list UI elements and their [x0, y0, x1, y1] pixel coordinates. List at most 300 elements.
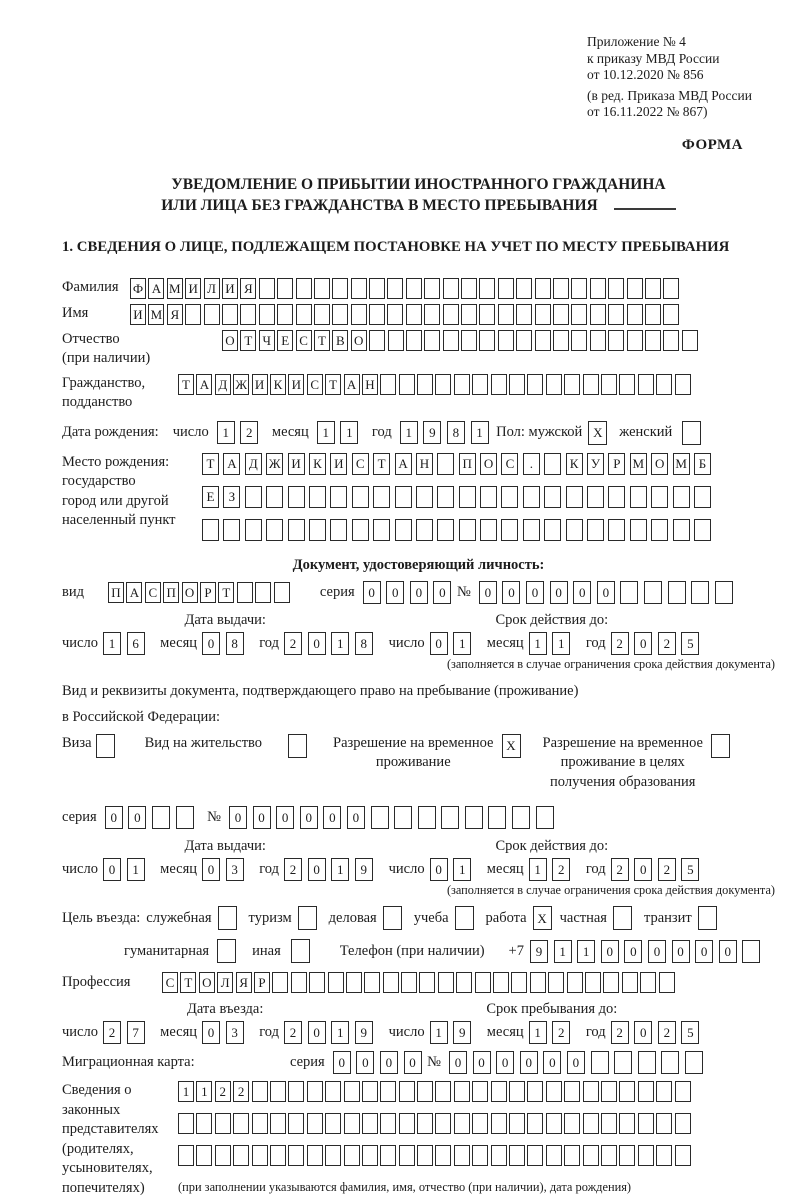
char-box[interactable] — [369, 304, 385, 325]
char-box[interactable]: С — [307, 374, 323, 395]
char-box[interactable] — [571, 330, 587, 351]
char-box[interactable]: 1 — [430, 1021, 448, 1044]
char-box[interactable]: 0 — [502, 581, 520, 604]
char-box[interactable] — [380, 374, 396, 395]
char-box[interactable] — [535, 330, 551, 351]
char-box[interactable]: Р — [254, 972, 270, 993]
char-box[interactable] — [619, 1081, 635, 1102]
char-box[interactable] — [583, 1081, 599, 1102]
char-box[interactable]: И — [222, 278, 238, 299]
char-box[interactable] — [288, 1145, 304, 1166]
char-box[interactable]: 0 — [202, 858, 220, 881]
char-box[interactable] — [638, 1145, 654, 1166]
char-box[interactable] — [465, 806, 483, 829]
char-box[interactable] — [369, 278, 385, 299]
char-box[interactable]: А — [148, 278, 164, 299]
char-box[interactable]: А — [395, 453, 412, 475]
char-box[interactable]: С — [501, 453, 518, 475]
char-box[interactable] — [516, 278, 532, 299]
char-box[interactable] — [523, 519, 540, 541]
char-box[interactable] — [196, 1113, 212, 1134]
char-box[interactable]: 1 — [331, 1021, 349, 1044]
char-box[interactable] — [399, 1113, 415, 1134]
char-box[interactable] — [527, 374, 543, 395]
char-box[interactable] — [682, 330, 698, 351]
char-box[interactable]: О — [199, 972, 215, 993]
char-box[interactable] — [564, 1081, 580, 1102]
char-box[interactable]: 1 — [331, 632, 349, 655]
char-box[interactable] — [472, 374, 488, 395]
char-box[interactable] — [270, 1145, 286, 1166]
char-box[interactable]: М — [167, 278, 183, 299]
char-box[interactable] — [380, 1081, 396, 1102]
char-box[interactable] — [620, 581, 638, 604]
char-box[interactable] — [204, 304, 220, 325]
char-box[interactable] — [416, 519, 433, 541]
char-box[interactable] — [346, 972, 362, 993]
char-box[interactable] — [291, 972, 307, 993]
char-box[interactable]: У — [587, 453, 604, 475]
char-box[interactable]: С — [162, 972, 178, 993]
char-box[interactable] — [608, 519, 625, 541]
char-box[interactable] — [373, 519, 390, 541]
char-box[interactable] — [564, 1113, 580, 1134]
char-box[interactable] — [454, 1081, 470, 1102]
char-box[interactable] — [314, 304, 330, 325]
char-box[interactable] — [399, 1145, 415, 1166]
char-box[interactable] — [387, 304, 403, 325]
char-box[interactable] — [380, 1113, 396, 1134]
char-box[interactable] — [252, 1113, 268, 1134]
char-box[interactable]: 0 — [386, 581, 404, 604]
char-box[interactable] — [437, 453, 454, 475]
char-box[interactable]: Д — [245, 453, 262, 475]
char-box[interactable] — [277, 278, 293, 299]
char-box[interactable] — [509, 1113, 525, 1134]
char-box[interactable] — [675, 1081, 691, 1102]
char-box[interactable]: 8 — [355, 632, 373, 655]
char-box[interactable] — [435, 1081, 451, 1102]
char-box[interactable]: 0 — [597, 581, 615, 604]
char-box[interactable] — [544, 519, 561, 541]
char-box[interactable] — [454, 1145, 470, 1166]
char-box[interactable] — [509, 1081, 525, 1102]
char-box[interactable]: Р — [200, 582, 216, 603]
char-box[interactable]: 1 — [529, 858, 547, 881]
char-box[interactable] — [461, 278, 477, 299]
char-box[interactable] — [638, 1113, 654, 1134]
char-box[interactable] — [553, 304, 569, 325]
char-box[interactable]: 7 — [127, 1021, 145, 1044]
char-box[interactable]: 1 — [196, 1081, 212, 1102]
char-box[interactable]: Ф — [130, 278, 146, 299]
char-box[interactable] — [546, 1113, 562, 1134]
char-box[interactable] — [406, 304, 422, 325]
char-box[interactable]: 0 — [202, 1021, 220, 1044]
char-box[interactable]: 0 — [634, 1021, 652, 1044]
char-box[interactable] — [178, 1113, 194, 1134]
char-box[interactable]: 0 — [308, 858, 326, 881]
char-box[interactable]: X — [533, 906, 552, 930]
char-box[interactable] — [685, 1051, 703, 1074]
char-box[interactable]: К — [270, 374, 286, 395]
char-box[interactable]: 3 — [226, 858, 244, 881]
char-box[interactable]: 1 — [529, 1021, 547, 1044]
char-box[interactable]: 0 — [363, 581, 381, 604]
char-box[interactable]: 0 — [526, 581, 544, 604]
char-box[interactable]: 2 — [552, 1021, 570, 1044]
char-box[interactable]: 0 — [634, 632, 652, 655]
char-box[interactable] — [309, 972, 325, 993]
char-box[interactable] — [395, 486, 412, 508]
char-box[interactable] — [288, 486, 305, 508]
char-box[interactable] — [443, 304, 459, 325]
char-box[interactable] — [601, 1145, 617, 1166]
char-box[interactable]: К — [566, 453, 583, 475]
char-box[interactable]: 0 — [672, 940, 690, 963]
char-box[interactable] — [656, 374, 672, 395]
char-box[interactable]: К — [309, 453, 326, 475]
char-box[interactable]: 2 — [284, 858, 302, 881]
char-box[interactable]: 3 — [226, 1021, 244, 1044]
char-box[interactable]: 0 — [624, 940, 642, 963]
char-box[interactable] — [309, 486, 326, 508]
char-box[interactable] — [395, 519, 412, 541]
char-box[interactable] — [527, 1145, 543, 1166]
char-box[interactable]: 5 — [681, 1021, 699, 1044]
char-box[interactable]: 0 — [430, 632, 448, 655]
char-box[interactable] — [512, 806, 530, 829]
char-box[interactable] — [480, 486, 497, 508]
char-box[interactable] — [437, 519, 454, 541]
char-box[interactable] — [461, 304, 477, 325]
char-box[interactable]: 1 — [577, 940, 595, 963]
char-box[interactable] — [571, 278, 587, 299]
char-box[interactable] — [455, 906, 474, 930]
char-box[interactable] — [546, 1145, 562, 1166]
char-box[interactable]: И — [185, 278, 201, 299]
char-box[interactable] — [619, 1113, 635, 1134]
char-box[interactable]: 2 — [284, 1021, 302, 1044]
char-box[interactable] — [656, 1081, 672, 1102]
char-box[interactable]: Ч — [259, 330, 275, 351]
char-box[interactable]: Л — [217, 972, 233, 993]
char-box[interactable] — [330, 519, 347, 541]
char-box[interactable] — [394, 806, 412, 829]
char-box[interactable]: 0 — [550, 581, 568, 604]
char-box[interactable]: Ж — [266, 453, 283, 475]
char-box[interactable]: В — [332, 330, 348, 351]
char-box[interactable] — [437, 486, 454, 508]
char-box[interactable]: 1 — [453, 632, 471, 655]
char-box[interactable] — [351, 304, 367, 325]
char-box[interactable] — [298, 906, 317, 930]
char-box[interactable] — [715, 581, 733, 604]
char-box[interactable] — [288, 1081, 304, 1102]
char-box[interactable]: И — [330, 453, 347, 475]
char-box[interactable] — [309, 519, 326, 541]
char-box[interactable] — [259, 278, 275, 299]
char-box[interactable]: 1 — [340, 421, 358, 444]
char-box[interactable] — [627, 330, 643, 351]
char-box[interactable] — [663, 304, 679, 325]
char-box[interactable]: 8 — [226, 632, 244, 655]
char-box[interactable] — [406, 330, 422, 351]
char-box[interactable] — [233, 1113, 249, 1134]
char-box[interactable] — [544, 453, 561, 475]
char-box[interactable]: 1 — [317, 421, 335, 444]
char-box[interactable] — [544, 486, 561, 508]
char-box[interactable] — [252, 1081, 268, 1102]
char-box[interactable]: 1 — [178, 1081, 194, 1102]
char-box[interactable]: 5 — [681, 858, 699, 881]
char-box[interactable] — [332, 304, 348, 325]
char-box[interactable] — [240, 304, 256, 325]
char-box[interactable] — [583, 1113, 599, 1134]
char-box[interactable] — [344, 1145, 360, 1166]
char-box[interactable] — [536, 806, 554, 829]
char-box[interactable] — [638, 1051, 656, 1074]
char-box[interactable]: Я — [240, 278, 256, 299]
char-box[interactable] — [472, 1145, 488, 1166]
char-box[interactable]: Т — [178, 374, 194, 395]
char-box[interactable]: Е — [277, 330, 293, 351]
char-box[interactable]: 0 — [567, 1051, 585, 1074]
char-box[interactable] — [454, 1113, 470, 1134]
char-box[interactable] — [698, 906, 717, 930]
char-box[interactable] — [585, 972, 601, 993]
char-box[interactable] — [491, 1113, 507, 1134]
char-box[interactable]: 0 — [634, 858, 652, 881]
char-box[interactable]: . — [523, 453, 540, 475]
char-box[interactable] — [553, 330, 569, 351]
char-box[interactable] — [266, 519, 283, 541]
char-box[interactable]: 0 — [356, 1051, 374, 1074]
char-box[interactable]: 0 — [380, 1051, 398, 1074]
char-box[interactable]: 1 — [453, 858, 471, 881]
char-box[interactable] — [332, 278, 348, 299]
char-box[interactable] — [601, 1081, 617, 1102]
char-box[interactable] — [564, 1145, 580, 1166]
char-box[interactable] — [259, 304, 275, 325]
char-box[interactable] — [202, 519, 219, 541]
char-box[interactable] — [417, 1145, 433, 1166]
char-box[interactable]: Я — [167, 304, 183, 325]
char-box[interactable]: 0 — [695, 940, 713, 963]
char-box[interactable]: 2 — [611, 1021, 629, 1044]
char-box[interactable]: 0 — [103, 858, 121, 881]
char-box[interactable] — [516, 330, 532, 351]
char-box[interactable] — [548, 972, 564, 993]
char-box[interactable] — [638, 374, 654, 395]
char-box[interactable] — [663, 330, 679, 351]
char-box[interactable] — [352, 519, 369, 541]
char-box[interactable] — [659, 972, 675, 993]
char-box[interactable]: 1 — [127, 858, 145, 881]
char-box[interactable]: С — [296, 330, 312, 351]
char-box[interactable] — [535, 304, 551, 325]
char-box[interactable]: А — [126, 582, 142, 603]
char-box[interactable] — [742, 940, 760, 963]
char-box[interactable]: Т — [218, 582, 234, 603]
char-box[interactable] — [435, 1113, 451, 1134]
char-box[interactable] — [656, 1113, 672, 1134]
char-box[interactable] — [668, 581, 686, 604]
char-box[interactable]: Д — [215, 374, 231, 395]
char-box[interactable] — [330, 486, 347, 508]
char-box[interactable] — [627, 278, 643, 299]
char-box[interactable] — [245, 519, 262, 541]
char-box[interactable] — [291, 939, 310, 963]
char-box[interactable]: Т — [180, 972, 196, 993]
char-box[interactable]: 1 — [554, 940, 572, 963]
char-box[interactable]: 0 — [410, 581, 428, 604]
char-box[interactable] — [417, 374, 433, 395]
char-box[interactable]: Е — [202, 486, 219, 508]
char-box[interactable]: 0 — [433, 581, 451, 604]
char-box[interactable] — [509, 1145, 525, 1166]
char-box[interactable] — [675, 374, 691, 395]
char-box[interactable] — [237, 582, 253, 603]
char-box[interactable]: 0 — [276, 806, 294, 829]
char-box[interactable]: 0 — [543, 1051, 561, 1074]
char-box[interactable]: 0 — [496, 1051, 514, 1074]
char-box[interactable] — [614, 1051, 632, 1074]
char-box[interactable] — [307, 1113, 323, 1134]
char-box[interactable] — [630, 486, 647, 508]
char-box[interactable]: Б — [694, 453, 711, 475]
char-box[interactable]: С — [352, 453, 369, 475]
char-box[interactable] — [645, 304, 661, 325]
char-box[interactable] — [362, 1081, 378, 1102]
char-box[interactable] — [567, 972, 583, 993]
char-box[interactable] — [233, 1145, 249, 1166]
char-box[interactable]: Н — [416, 453, 433, 475]
char-box[interactable]: 0 — [229, 806, 247, 829]
char-box[interactable] — [296, 278, 312, 299]
char-box[interactable] — [399, 1081, 415, 1102]
char-box[interactable]: А — [223, 453, 240, 475]
char-box[interactable]: А — [196, 374, 212, 395]
char-box[interactable] — [288, 734, 307, 758]
char-box[interactable]: 2 — [552, 858, 570, 881]
char-box[interactable] — [185, 304, 201, 325]
char-box[interactable]: 2 — [233, 1081, 249, 1102]
char-box[interactable]: Т — [373, 453, 390, 475]
char-box[interactable]: 0 — [333, 1051, 351, 1074]
char-box[interactable]: 0 — [308, 1021, 326, 1044]
char-box[interactable] — [307, 1145, 323, 1166]
char-box[interactable] — [475, 972, 491, 993]
char-box[interactable] — [590, 304, 606, 325]
char-box[interactable]: 0 — [601, 940, 619, 963]
char-box[interactable] — [479, 304, 495, 325]
char-box[interactable] — [479, 278, 495, 299]
char-box[interactable]: X — [588, 421, 607, 445]
char-box[interactable] — [619, 1145, 635, 1166]
char-box[interactable] — [608, 304, 624, 325]
char-box[interactable] — [645, 278, 661, 299]
char-box[interactable] — [591, 1051, 609, 1074]
char-box[interactable]: 2 — [611, 858, 629, 881]
char-box[interactable]: М — [673, 453, 690, 475]
char-box[interactable]: О — [480, 453, 497, 475]
char-box[interactable]: И — [130, 304, 146, 325]
char-box[interactable] — [215, 1113, 231, 1134]
char-box[interactable] — [387, 278, 403, 299]
char-box[interactable] — [270, 1113, 286, 1134]
char-box[interactable] — [601, 1113, 617, 1134]
char-box[interactable] — [493, 972, 509, 993]
char-box[interactable]: 0 — [430, 858, 448, 881]
char-box[interactable] — [530, 972, 546, 993]
char-box[interactable] — [277, 304, 293, 325]
char-box[interactable] — [344, 1113, 360, 1134]
char-box[interactable] — [566, 486, 583, 508]
char-box[interactable]: 2 — [240, 421, 258, 444]
char-box[interactable] — [364, 972, 380, 993]
char-box[interactable] — [223, 519, 240, 541]
char-box[interactable] — [694, 486, 711, 508]
char-box[interactable] — [362, 1145, 378, 1166]
char-box[interactable] — [622, 972, 638, 993]
char-box[interactable] — [266, 486, 283, 508]
char-box[interactable]: 0 — [573, 581, 591, 604]
char-box[interactable] — [656, 1145, 672, 1166]
char-box[interactable] — [675, 1113, 691, 1134]
char-box[interactable] — [456, 972, 472, 993]
char-box[interactable] — [443, 278, 459, 299]
char-box[interactable] — [255, 582, 271, 603]
char-box[interactable]: 8 — [447, 421, 465, 444]
char-box[interactable] — [694, 519, 711, 541]
char-box[interactable] — [344, 1081, 360, 1102]
char-box[interactable]: 0 — [308, 632, 326, 655]
char-box[interactable] — [417, 1113, 433, 1134]
char-box[interactable] — [583, 1145, 599, 1166]
char-box[interactable] — [498, 330, 514, 351]
char-box[interactable] — [663, 278, 679, 299]
char-box[interactable]: 1 — [552, 632, 570, 655]
char-box[interactable]: Я — [236, 972, 252, 993]
char-box[interactable] — [640, 972, 656, 993]
char-box[interactable] — [587, 486, 604, 508]
char-box[interactable] — [424, 330, 440, 351]
char-box[interactable] — [217, 939, 236, 963]
char-box[interactable] — [399, 374, 415, 395]
char-box[interactable] — [527, 1113, 543, 1134]
char-box[interactable] — [383, 906, 402, 930]
char-box[interactable] — [424, 304, 440, 325]
char-box[interactable] — [325, 1081, 341, 1102]
char-box[interactable] — [380, 1145, 396, 1166]
char-box[interactable]: X — [502, 734, 521, 758]
char-box[interactable] — [645, 330, 661, 351]
char-box[interactable]: С — [145, 582, 161, 603]
char-box[interactable] — [362, 1113, 378, 1134]
char-box[interactable]: О — [351, 330, 367, 351]
char-box[interactable] — [328, 972, 344, 993]
char-box[interactable] — [435, 1145, 451, 1166]
char-box[interactable] — [516, 304, 532, 325]
char-box[interactable]: 0 — [253, 806, 271, 829]
char-box[interactable] — [401, 972, 417, 993]
char-box[interactable] — [424, 278, 440, 299]
char-box[interactable] — [608, 486, 625, 508]
char-box[interactable]: 1 — [103, 632, 121, 655]
char-box[interactable] — [651, 519, 668, 541]
char-box[interactable]: П — [108, 582, 124, 603]
